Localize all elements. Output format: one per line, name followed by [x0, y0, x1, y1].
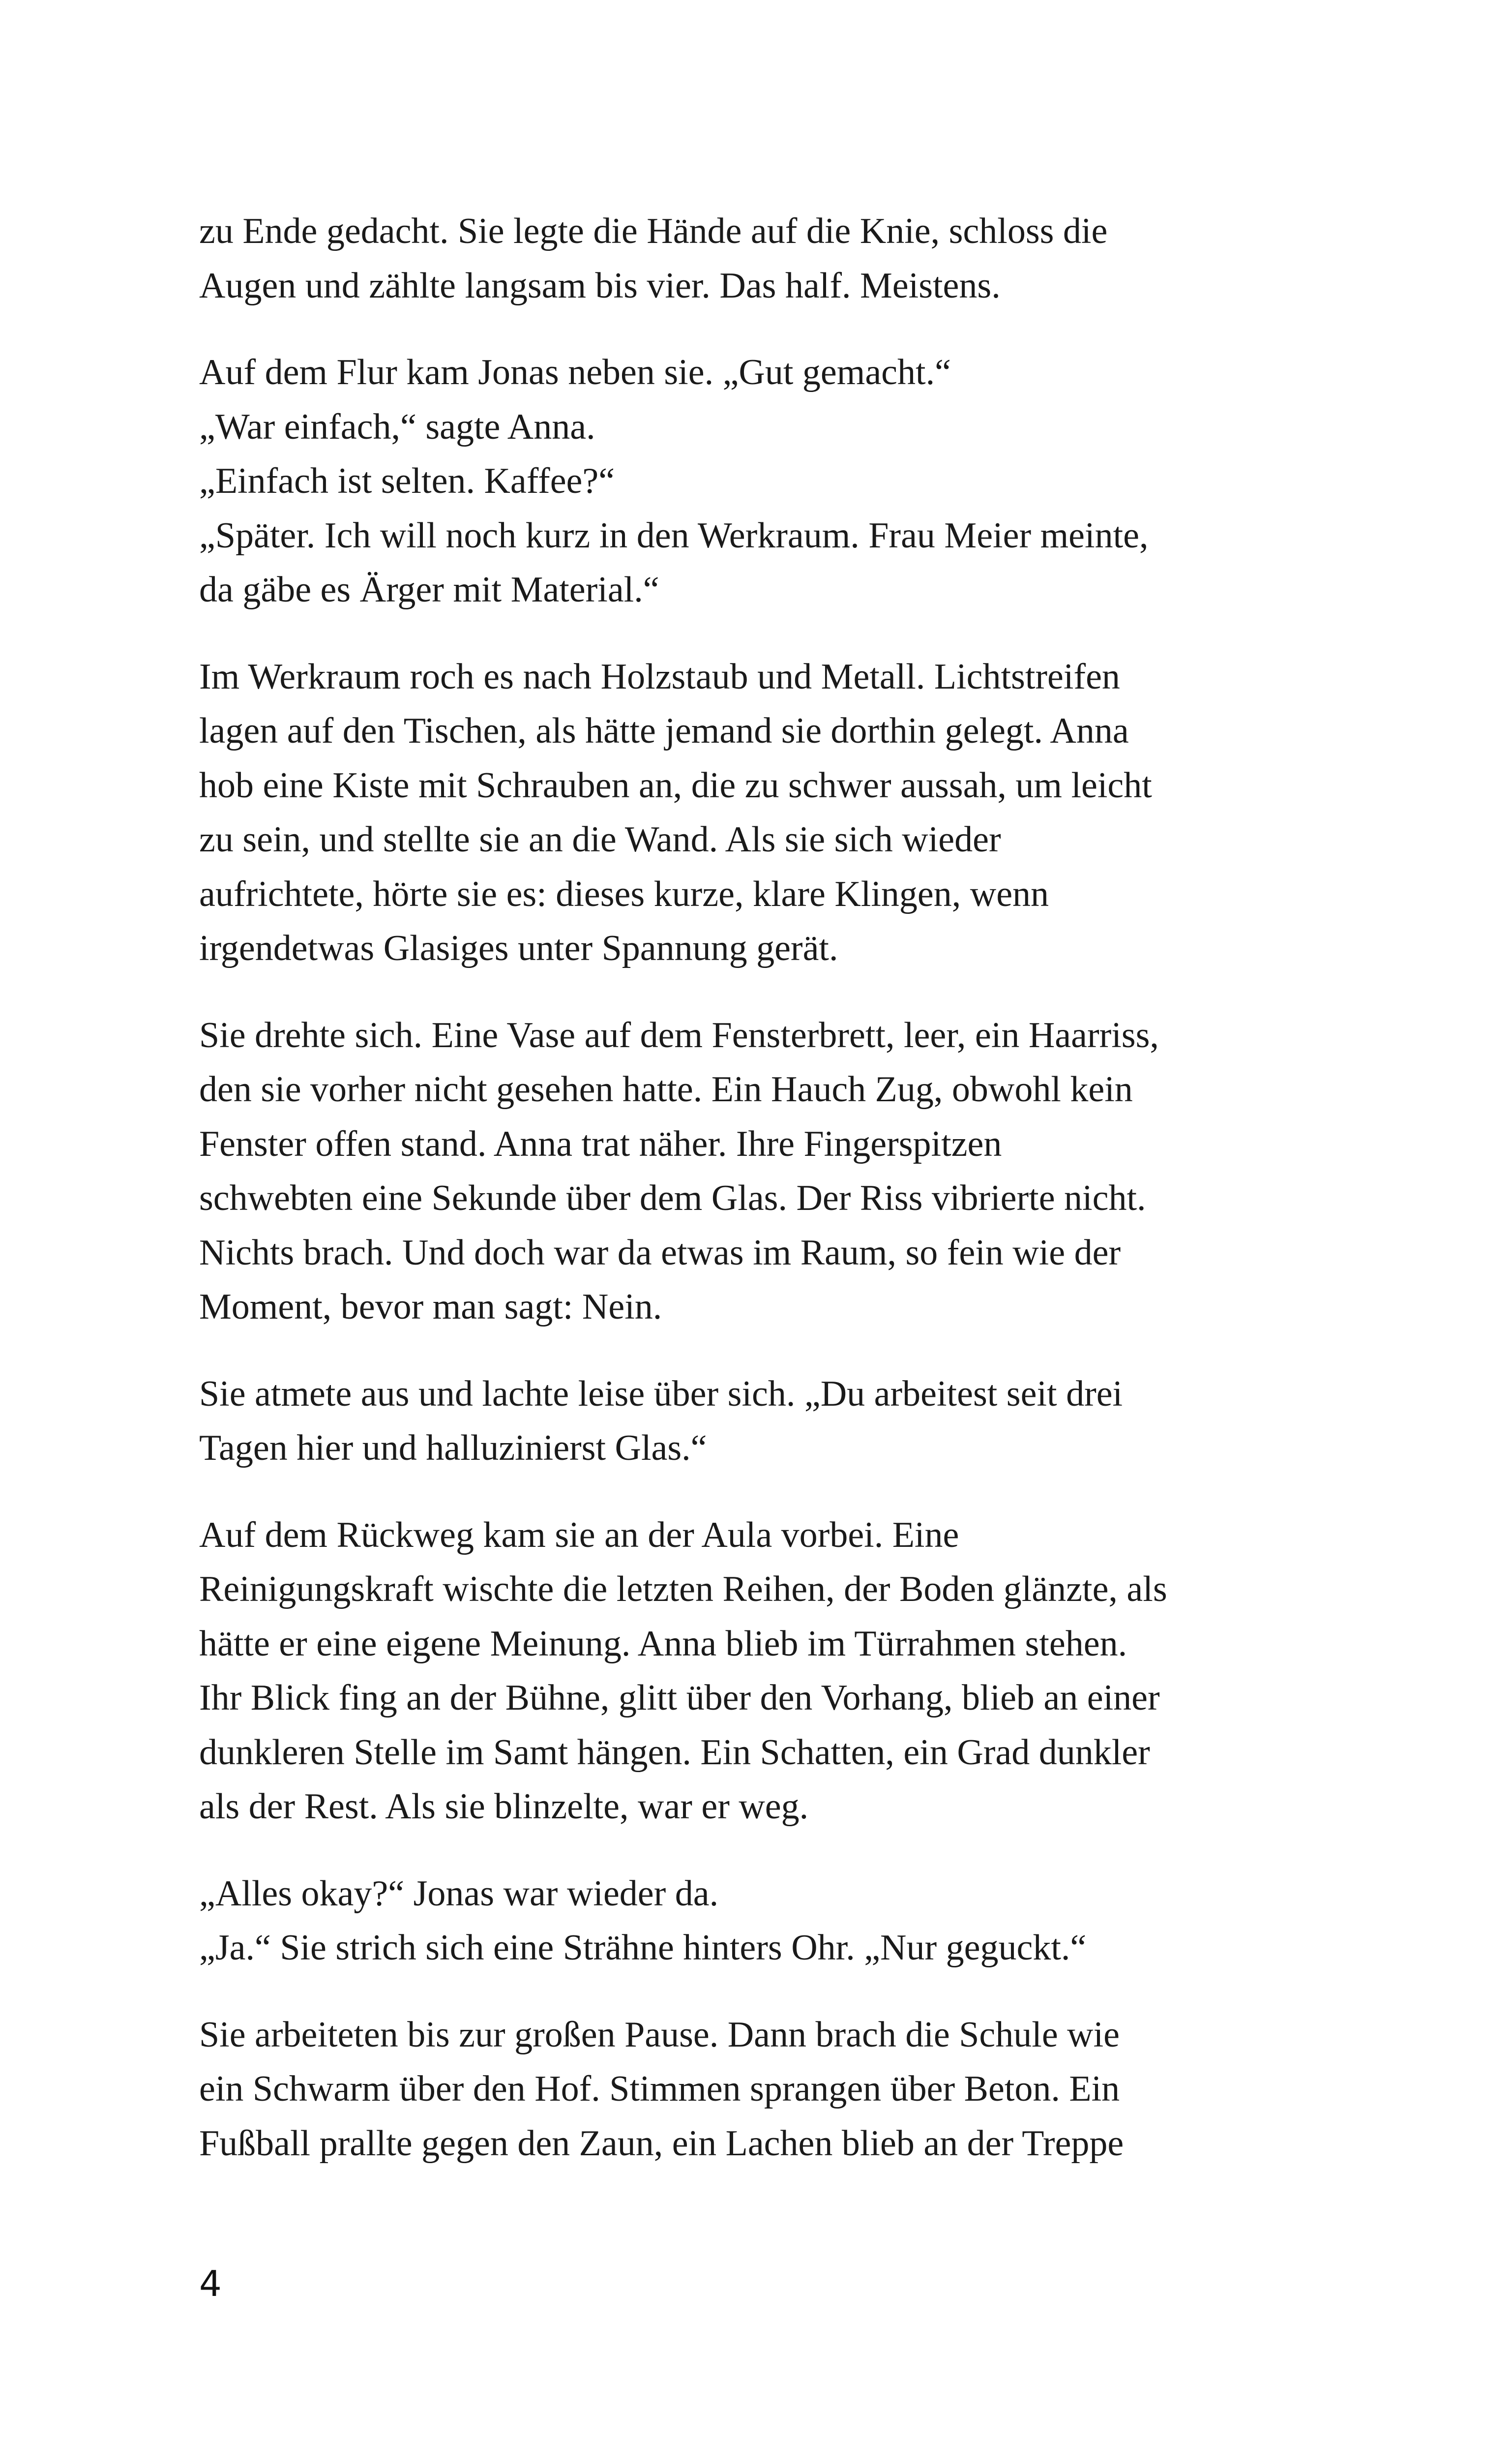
text-line: Fenster offen stand. Anna trat näher. Ihre Fingerspitzen — [199, 1123, 1002, 1164]
paragraph — [199, 2008, 1320, 2171]
page-number: 4 — [199, 2263, 222, 2304]
text-line: Sie drehte sich. Eine Vase auf dem Fensterbrett, leer, ein Haarriss, — [199, 1015, 1159, 1056]
text-line: ein Schwarm über den Hof. Stimmen sprangen über Beton. Ein — [199, 2069, 1120, 2109]
text-line: Reinigungskraft wischte die letzten Reihen, der Boden glänzte, als — [199, 1569, 1167, 1609]
text-line: Im Werkraum roch es nach Holzstaub und Metall. Lichtstreifen — [199, 656, 1120, 697]
text-line: Fußball prallte gegen den Zaun, ein Lachen blieb an der Treppe — [199, 2123, 1124, 2164]
text-line: „Einfach ist selten. Kaffee?“ — [199, 461, 615, 501]
text-line: zu Ende gedacht. Sie legte die Hände auf die Knie, schloss die — [199, 211, 1108, 251]
text-line: irgendetwas Glasiges unter Spannung gerät. — [199, 928, 838, 968]
text-line: den sie vorher nicht gesehen hatte. Ein Hauch Zug, obwohl kein — [199, 1069, 1133, 1110]
paragraph — [199, 1008, 1320, 1334]
paragraph — [199, 345, 1320, 617]
text-line: als der Rest. Als sie blinzelte, war er weg. — [199, 1786, 809, 1827]
text-line: schwebten eine Sekunde über dem Glas. Der Riss vibrierte nicht. — [199, 1178, 1146, 1218]
text-line: Sie atmete aus und lachte leise über sich. „Du arbeitest seit drei — [199, 1373, 1123, 1414]
text-line: Ihr Blick fing an der Bühne, glitt über den Vorhang, blieb an einer — [199, 1678, 1160, 1718]
text-line: hätte er eine eigene Meinung. Anna blieb im Türrahmen stehen. — [199, 1623, 1127, 1664]
body-text — [199, 204, 1320, 2203]
paragraph — [199, 204, 1320, 313]
text-line: aufrichtete, hörte sie es: dieses kurze, klare Klingen, wenn — [199, 874, 1049, 914]
text-line: Sie arbeiteten bis zur großen Pause. Dann brach die Schule wie — [199, 2014, 1120, 2055]
text-line: „Alles okay?“ Jonas war wieder da. — [199, 1873, 719, 1914]
paragraph — [199, 1367, 1320, 1476]
text-line: Auf dem Rückweg kam sie an der Aula vorbei. Eine — [199, 1514, 959, 1555]
text-line: Nichts brach. Und doch war da etwas im Raum, so fein wie der — [199, 1232, 1121, 1273]
text-line: lagen auf den Tischen, als hätte jemand sie dorthin gelegt. Anna — [199, 711, 1129, 751]
text-line: Auf dem Flur kam Jonas neben sie. „Gut gemacht.“ — [199, 352, 951, 392]
paragraph — [199, 1508, 1320, 1834]
text-line: zu sein, und stellte sie an die Wand. Als sie sich wieder — [199, 819, 1001, 860]
text-line: Moment, bevor man sagt: Nein. — [199, 1287, 662, 1327]
text-line: Augen und zählte langsam bis vier. Das half. Meistens. — [199, 265, 1001, 306]
text-line: hob eine Kiste mit Schrauben an, die zu schwer aussah, um leicht — [199, 765, 1152, 806]
text-line: „War einfach,“ sagte Anna. — [199, 406, 595, 447]
text-line: „Später. Ich will noch kurz in den Werkraum. Frau Meier meinte, — [199, 515, 1149, 556]
paragraph — [199, 650, 1320, 976]
text-line: „Ja.“ Sie strich sich eine Strähne hinters Ohr. „Nur geguckt.“ — [199, 1928, 1087, 1968]
text-line: Tagen hier und halluzinierst Glas.“ — [199, 1428, 707, 1468]
text-line: dunkleren Stelle im Samt hängen. Ein Schatten, ein Grad dunkler — [199, 1732, 1150, 1773]
paragraph — [199, 1867, 1320, 1975]
text-line: da gäbe es Ärger mit Material.“ — [199, 570, 659, 610]
